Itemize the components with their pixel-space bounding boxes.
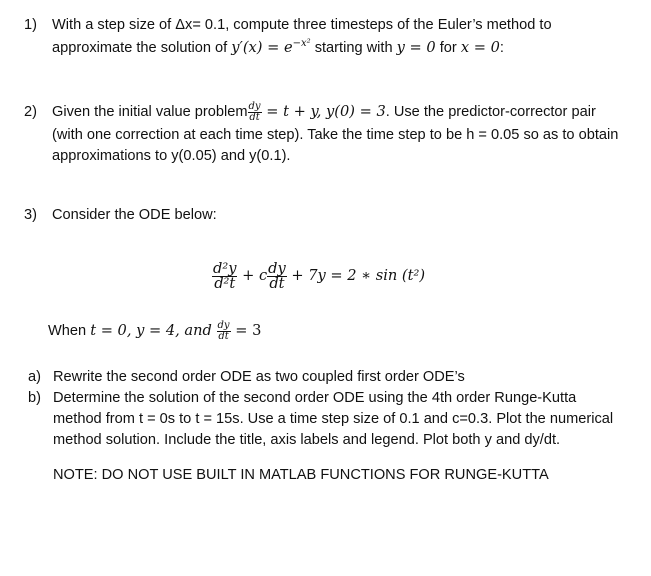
q3-when-fraction: [217, 321, 231, 342]
q3-when-end: = 3: [230, 322, 262, 339]
q3-b-line1: Determine the solution of the second order ODE using the 4th order Runge-Kutta: [53, 390, 577, 406]
q1-number: 1): [24, 17, 37, 33]
q3-a-text: Rewrite the second order ODE as two coupled first order ODE’s: [53, 369, 465, 385]
q3-when-math: t = 0, y = 4, and: [90, 322, 217, 339]
q2-line1-pre: Given the initial value problem: [52, 104, 248, 120]
q3-when-frac-num: dy: [217, 319, 230, 331]
q3-ode-rest: + 7y = 2 ∗ sin (t²): [286, 267, 426, 284]
q1-line2: [52, 39, 504, 57]
q3-first-derivative: [267, 259, 287, 292]
q2-line1-post: . Use the predictor-corrector pair: [385, 104, 596, 120]
q3-frac2-den: dt: [267, 276, 287, 291]
q2-ode: = t + y, y(0) = 3: [261, 103, 386, 120]
q2-frac-num: dy: [248, 100, 261, 112]
q2-number: 2): [24, 104, 37, 120]
q3-b-line3: method solution. Include the title, axis labels and legend. Plot both y and dy/dt.: [53, 432, 561, 448]
q1-ode-exponent: −x²: [292, 38, 311, 49]
q3-ode: [212, 259, 425, 293]
q3-second-derivative: [212, 259, 237, 292]
q3-frac1-num: d²y: [213, 259, 237, 277]
q2-line3: approximations to y(0.05) and y(0.1).: [52, 148, 291, 164]
q2-line2: (with one correction at each time step). Take the time step to be h = 0.05 so as to obtain: [52, 127, 619, 143]
q2-line1: [52, 101, 596, 123]
q1-line2-pre: approximate the solution of: [52, 40, 232, 56]
q1-line2-end: :: [499, 40, 504, 56]
q3-number: 3): [24, 207, 37, 223]
q1-line1: With a step size of Δx= 0.1, compute three timesteps of the Euler’s method to: [52, 17, 552, 33]
q3-note: NOTE: DO NOT USE BUILT IN MATLAB FUNCTIONS FOR RUNGE-KUTTA: [53, 467, 549, 483]
q1-line2-for: for: [435, 40, 461, 56]
q1-initial-y: y = 0: [396, 39, 436, 56]
q1-initial-x: x = 0: [460, 39, 500, 56]
q3-b-label: b): [28, 390, 41, 406]
q3-heading: Consider the ODE below:: [52, 207, 217, 223]
q1-ode-lhs: y′(x) = e: [231, 39, 293, 56]
q1-line2-mid: starting with: [310, 40, 397, 56]
q3-when-frac-den: dt: [218, 330, 229, 342]
q3-a-label: a): [28, 369, 41, 385]
q2-derivative-fraction: [248, 102, 262, 123]
q3-b-line2: method from t = 0s to t = 15s. Use a time step size of 0.1 and c=0.3. Plot the numerical: [53, 411, 614, 427]
q2-frac-den: dt: [249, 111, 260, 123]
q3-frac2-num: dy: [268, 259, 286, 277]
q3-when-text: When: [48, 323, 91, 339]
q3-initial-conditions: [48, 318, 261, 344]
q3-plus-c: + c: [237, 267, 268, 284]
q3-frac1-den: d²t: [212, 276, 237, 291]
